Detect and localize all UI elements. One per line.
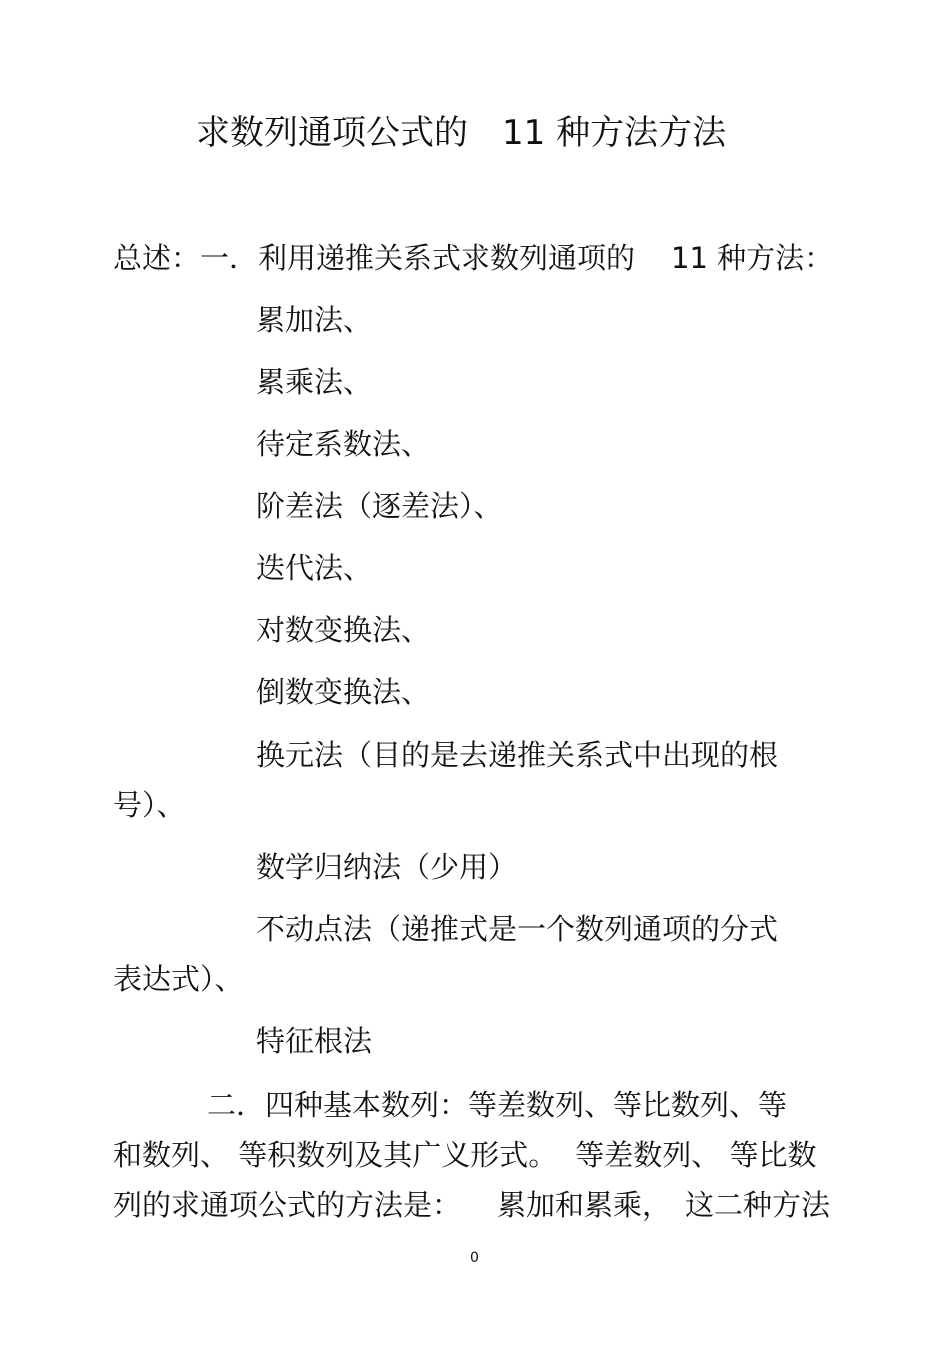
page-title [196, 113, 726, 153]
method-item: 对数变换法、 [256, 613, 431, 647]
summary-label: 总述： [113, 241, 201, 275]
section-two-text: 和数列、 等积数列及其广义形式。 [113, 1138, 558, 1172]
method-item-continuation: 表达式）、 [113, 962, 244, 996]
section-two-text: 累加和累乘， [497, 1188, 672, 1222]
method-item: 数学归纳法（少用） [256, 850, 518, 884]
method-item: 不动点法（递推式是一个数列通项的分式 [256, 912, 779, 946]
section-two-text: 列的求通项公式的方法是： [113, 1188, 462, 1222]
summary-line [113, 240, 833, 276]
method-item: 迭代法、 [256, 551, 373, 585]
summary-item-one: 一．利用递推关系式求数列通项的 [200, 241, 636, 275]
section-two-text: 这二种方法 [685, 1188, 831, 1222]
title-part-b: 11 种方法方法 [502, 113, 727, 153]
summary-item-one-count: 11 种方法： [671, 241, 834, 275]
page-number: 0 [470, 1250, 479, 1266]
method-item: 特征根法 [256, 1024, 373, 1058]
section-two-line [113, 1137, 816, 1173]
method-item: 累乘法、 [256, 365, 373, 399]
section-two-line [113, 1187, 830, 1223]
method-item: 待定系数法、 [256, 427, 431, 461]
title-part-a: 求数列通项公式的 [196, 113, 468, 153]
section-two-text: 等差数列、 等比数 [575, 1138, 817, 1172]
method-item: 累加法、 [256, 303, 373, 337]
method-item-continuation: 号）、 [113, 788, 186, 822]
method-item: 倒数变换法、 [256, 675, 431, 709]
method-item: 换元法（目的是去递推关系式中出现的根 [256, 738, 779, 772]
method-item: 阶差法（逐差法）、 [256, 489, 503, 523]
section-two-line: 二．四种基本数列：等差数列、等比数列、等 [207, 1088, 788, 1122]
